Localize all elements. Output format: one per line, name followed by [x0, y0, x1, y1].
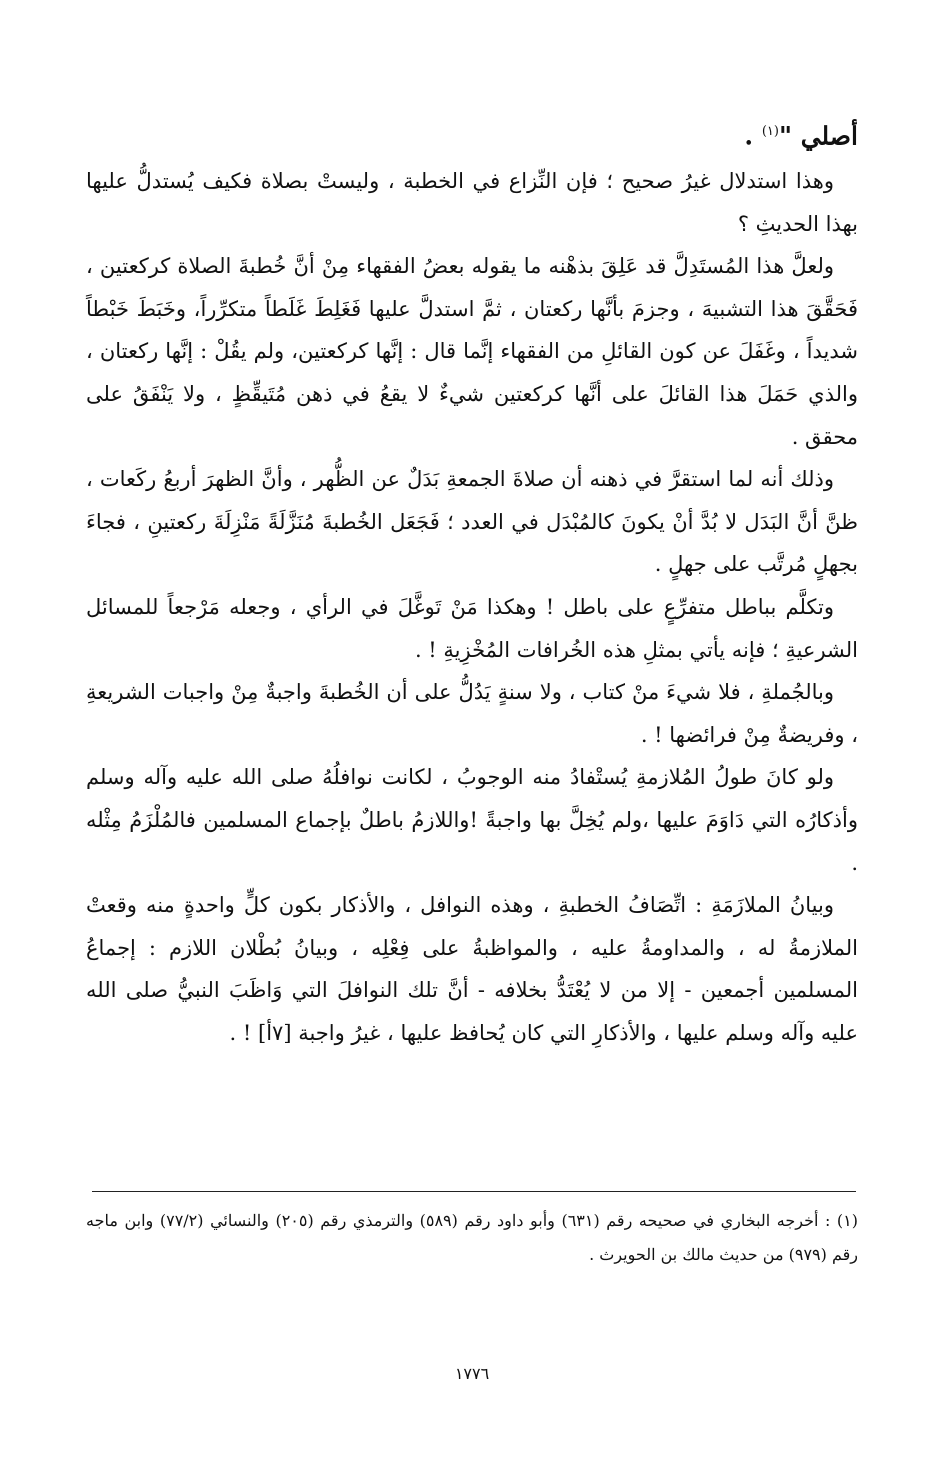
paragraph: وتكلَّم بباطل متفرِّعٍ على باطل ! وهكذا مَنْ تَوغَّلَ في الرأي ، وجعله مَرْجعاً للمسائل الشرعيةِ ؛ فإنه يأتي بمثلِ هذه الخُرافات المُخْزِيةِ ! .: [86, 594, 858, 662]
heading-text: أصلي ": [778, 121, 858, 151]
body-text: [86, 160, 858, 1054]
paragraph: وبيانُ الملازَمَةِ : اتِّصَافُ الخطبةِ ، وهذه النوافل ، والأذكار بكون كلٍّ واحدةٍ منه وقعتْ الملازمةُ له ، والمداومةُ عليه ، والمواظبةُ على فِعْلِه ، وبيانُ بُطْلان اللازم : إجماعُ المسلمين أجمعين - إلا من لا يُعْتَدُّ بخلافه - أنَّ تلك النوافلَ التي وَاظَبَ النبيُّ صلى الله عليه وآله وسلم عليها ، والأذكارِ التي كان يُحافظ عليها ، غيرُ واجبة [٧أ] ! .: [86, 893, 858, 1045]
footnote-ref: (١): [761, 124, 779, 139]
page-number: ١٧٧٦: [454, 1364, 490, 1383]
footnote: (١) : أخرجه البخاري في صحيحه رقم (٦٣١) وأبو داود رقم (٥٨٩) والترمذي رقم (٢٠٥) والنسائي (٧٧/٢) وابن ماجه رقم (٩٧٩) من حديث مالك بن الحويرث .: [86, 1211, 859, 1264]
paragraph: ولو كانَ طولُ المُلازمةِ يُستْفادُ منه الوجوبُ ، لكانت نوافلُهُ صلى الله عليه وآله وسلم وأذكارُه التي دَاوَمَ عليها ،ولم يُخِلَّ بها واجبةً !واللازمُ باطلٌ بإجماع المسلمين فالمُلْزَمُ مِثْله .: [86, 765, 858, 875]
paragraph: وذلك أنه لما استقرَّ في ذهنه أن صلاةَ الجمعةِ بَدَلٌ عن الظُّهر ، وأنَّ الظهرَ أربعُ ركَعات ، ظنَّ أنَّ البَدَل لا بُدَّ أنْ يكونَ كالمُبْدَل في العدد ؛ فَجَعَل الخُطبةَ مُنَزَّلَةً مَنْزِلَةَ ركعتينِ ، فجاءَ بجهلٍ مُرتَّب على جهلٍ .: [86, 467, 858, 577]
footnote-divider: [92, 1191, 856, 1192]
section-heading: [86, 112, 858, 156]
paragraph: وبالجُملةِ ، فلا شيءَ منْ كتاب ، ولا سنةٍ يَدُلُّ على أن الخُطبةَ واجبةٌ مِنْ واجبات الشريعةِ ، وفريضةٌ مِنْ فرائضها ! .: [86, 680, 858, 747]
paragraph: وهذا استدلال غيرُ صحيح ؛ فإن النِّزاع في الخطبة ، وليستْ بصلاة فكيف يُستدلُّ عليها بهذا الحديثِ ؟: [86, 169, 858, 236]
heading-tail: .: [744, 121, 762, 151]
paragraph: ولعلَّ هذا المُستَدِلَّ قد عَلِقَ بذهْنه ما يقوله بعضُ الفقهاء مِنْ أنَّ خُطبةَ الصلاة كركعتين ، فَحَقَّقَ هذا التشبيهَ ، وجزمَ بأنَّها ركعتان ، ثمَّ استدلَّ عليها فَغَلِطَ غَلَطاً متكرِّراً، وخَبَطَ خَبْطاً شديداً ، وغَفَلَ عن كون القائلِ من الفقهاء إنَّما قال : إنَّها كركعتين، ولم يقُلْ : إنَّها ركعتان ، والذي حَمَلَ هذا القائلَ على أنَّها كركعتين شيءٌ لا يقعُ في ذهن مُتَيقِّظٍ ، ولا يَنْفَقُ على محقق .: [86, 254, 858, 449]
